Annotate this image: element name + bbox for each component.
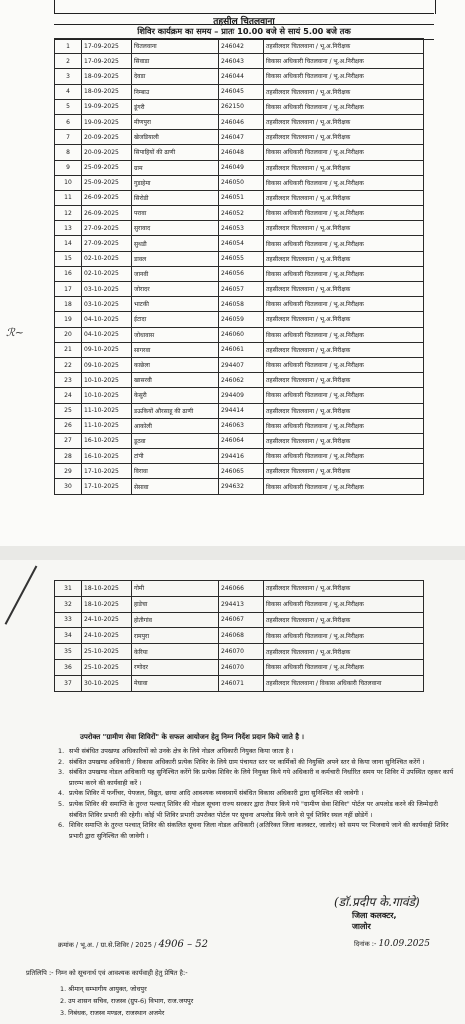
serial-cell: 17 bbox=[55, 282, 82, 297]
village-cell: खासरवी bbox=[132, 373, 219, 388]
code-cell: 294632 bbox=[219, 479, 264, 494]
instruction-item bbox=[58, 788, 454, 799]
village-cell: रणोदर bbox=[132, 659, 219, 675]
code-cell: 294416 bbox=[219, 449, 264, 464]
village-cell: डावल bbox=[132, 251, 219, 266]
instruction-text: प्रत्येक शिविर की समाप्ति के तुरन्त पश्चात् शिविर की नोडल सूचना राज्य सरकार द्वारा तैयार किये गये "ग्रामीण सेवा शिविर" पोर्टल पर अपलोड करने की जिम्मेदारी संबंधित शिविर प्रभारी की रहेगी। कोई भी शिविर प्रभारी उपरोक्त पोर्टल पर सूचना अपलोड किये जाने से पूर्व शिविर स्थल नहीं छोडेगें । bbox=[69, 799, 438, 819]
village-cell: सागरवा bbox=[132, 342, 219, 357]
table-row bbox=[55, 596, 424, 612]
serial-cell: 16 bbox=[55, 266, 82, 281]
date-cell: 18-09-2025 bbox=[82, 84, 132, 99]
officer-cell: तहसीलदार चितलवाना / भू.अ.निरीक्षक bbox=[264, 433, 424, 448]
officer-cell: तहसीलदार चितलवाना / भू.अ.निरीक्षक bbox=[264, 312, 424, 327]
serial-cell: 19 bbox=[55, 312, 82, 327]
code-cell: 246063 bbox=[219, 418, 264, 433]
instruction-number: 2. bbox=[58, 757, 65, 766]
serial-cell: 29 bbox=[55, 464, 82, 479]
date-cell: 24-10-2025 bbox=[82, 628, 132, 644]
code-cell: 246059 bbox=[219, 312, 264, 327]
table-row bbox=[55, 266, 424, 281]
date-cell: 18-10-2025 bbox=[82, 596, 132, 612]
date-cell: 25-10-2025 bbox=[82, 644, 132, 660]
table-row bbox=[55, 628, 424, 644]
code-cell: 246057 bbox=[219, 282, 264, 297]
table-row bbox=[55, 327, 424, 342]
instruction-text: संबंधित उपखण्ड अधिकारी / विकास अधिकारी प्रत्येक शिविर के लिये ग्राम पंचायत स्तर पर कार्मिकों की नियुक्ति अपने स्तर से किया जाना सुनिश्चित करेंगें । bbox=[69, 757, 425, 766]
officer-cell: तहसीलदार चितलवाना / भू.अ.निरीक्षक bbox=[264, 403, 424, 418]
officer-cell: तहसीलदार चितलवाना / भू.अ.निरीक्षक bbox=[264, 114, 424, 129]
date-cell: 25-10-2025 bbox=[82, 659, 132, 675]
camp-table-part2 bbox=[54, 580, 424, 692]
table-row bbox=[55, 479, 424, 494]
code-cell: 294413 bbox=[219, 596, 264, 612]
village-cell: ईटादा bbox=[132, 312, 219, 327]
table-row bbox=[55, 297, 424, 312]
table-row bbox=[55, 221, 424, 236]
code-cell: 246058 bbox=[219, 297, 264, 312]
instruction-number: 1. bbox=[58, 747, 65, 755]
table-row bbox=[55, 236, 424, 251]
date-cell: 27-09-2025 bbox=[82, 221, 132, 236]
code-cell: 246062 bbox=[219, 373, 264, 388]
table-row bbox=[55, 612, 424, 628]
instruction-item bbox=[58, 757, 454, 768]
serial-cell: 14 bbox=[55, 236, 82, 251]
code-cell: 246056 bbox=[219, 266, 264, 281]
officer-cell: विकास अधिकारी चितलवाना / भू.अ.निरीक्षक bbox=[264, 175, 424, 190]
reference-date: दिनांक :- 10.09.2025 bbox=[354, 939, 430, 949]
officer-cell: विकास अधिकारी चितलवाना / भू.अ.निरीक्षक bbox=[264, 357, 424, 372]
officer-cell: तहसीलदार चितलवाना / भू.अ.निरीक्षक bbox=[264, 39, 424, 54]
officer-cell: विकास अधिकारी चितलवाना / भू.अ.निरीक्षक bbox=[264, 596, 424, 612]
table-row bbox=[55, 659, 424, 675]
officer-cell: विकास अधिकारी चितलवाना / भू.अ.निरीक्षक bbox=[264, 236, 424, 251]
reference-line bbox=[58, 939, 458, 950]
serial-cell: 37 bbox=[55, 675, 82, 691]
instructions-title: उपरोक्त "ग्रामीण सेवा शिविरों" के सफल आयोजन हेतु निम्न निर्देश प्रदान किये जाते है । bbox=[80, 733, 305, 741]
serial-cell: 36 bbox=[55, 659, 82, 675]
code-cell: 246045 bbox=[219, 84, 264, 99]
table-row bbox=[55, 675, 424, 691]
serial-cell: 15 bbox=[55, 251, 82, 266]
village-cell: मेघावा bbox=[132, 675, 219, 691]
code-cell: 246066 bbox=[219, 581, 264, 597]
date-cell: 04-10-2025 bbox=[82, 312, 132, 327]
officer-cell: विकास अधिकारी चितलवाना / भू.अ.निरीक्षक bbox=[264, 266, 424, 281]
officer-cell: विकास अधिकारी चितलवाना / भू.अ.निरीक्षक bbox=[264, 388, 424, 403]
table-row bbox=[55, 373, 424, 388]
date-cell: 19-09-2025 bbox=[82, 114, 132, 129]
serial-cell: 11 bbox=[55, 190, 82, 205]
serial-cell: 26 bbox=[55, 418, 82, 433]
village-cell: निम्बाउ bbox=[132, 84, 219, 99]
village-cell: सेसावा bbox=[132, 479, 219, 494]
instruction-number: 6. bbox=[58, 821, 65, 830]
village-cell: आकोली bbox=[132, 418, 219, 433]
serial-cell: 7 bbox=[55, 130, 82, 145]
serial-cell: 1 bbox=[55, 39, 82, 54]
village-cell: काछेला bbox=[132, 357, 219, 372]
officer-cell: विकास अधिकारी चितलवाना / भू.अ.निरीक्षक bbox=[264, 297, 424, 312]
table-row bbox=[55, 644, 424, 660]
village-cell: होतीगांव bbox=[132, 612, 219, 628]
date-cell: 09-10-2025 bbox=[82, 357, 132, 372]
table-row bbox=[55, 433, 424, 448]
village-cell: सिवाडा bbox=[132, 54, 219, 69]
code-cell: 246043 bbox=[219, 54, 264, 69]
officer-cell: विकास अधिकारी चितलवाना / भू.अ.निरीक्षक bbox=[264, 659, 424, 675]
village-cell: देवडा bbox=[132, 69, 219, 84]
officer-cell: तहसीलदार चितलवाना / भू.अ.निरीक्षक bbox=[264, 190, 424, 205]
table-row bbox=[55, 69, 424, 84]
code-cell: 246055 bbox=[219, 251, 264, 266]
date-cell: 18-10-2025 bbox=[82, 581, 132, 597]
village-cell: हाडेचा bbox=[132, 596, 219, 612]
date-cell: 17-10-2025 bbox=[82, 479, 132, 494]
instruction-item bbox=[58, 767, 454, 788]
table-row bbox=[55, 312, 424, 327]
table-row bbox=[55, 99, 424, 114]
instruction-item bbox=[58, 746, 454, 757]
code-cell: 294414 bbox=[219, 403, 264, 418]
serial-cell: 23 bbox=[55, 373, 82, 388]
officer-cell: तहसीलदार चितलवाना / भू.अ.निरीक्षक bbox=[264, 160, 424, 175]
date-cell: 02-10-2025 bbox=[82, 251, 132, 266]
table-row bbox=[55, 403, 424, 418]
serial-cell: 25 bbox=[55, 403, 82, 418]
village-cell: मीणपुरा bbox=[132, 114, 219, 129]
instruction-item bbox=[58, 799, 454, 820]
date-cell: 09-10-2025 bbox=[82, 342, 132, 357]
serial-cell: 28 bbox=[55, 449, 82, 464]
serial-cell: 31 bbox=[55, 581, 82, 597]
officer-cell: तहसीलदार चितलवाना / भू.अ.निरीक्षक bbox=[264, 342, 424, 357]
code-cell: 246042 bbox=[219, 39, 264, 54]
date-cell: 30-10-2025 bbox=[82, 675, 132, 691]
officer-cell: विकास अधिकारी चितलवाना / भू.अ.निरीक्षक bbox=[264, 54, 424, 69]
village-cell: जानवी bbox=[132, 266, 219, 281]
village-cell: डऊकियों औरसाहू की ढाणी bbox=[132, 403, 219, 418]
code-cell: 294409 bbox=[219, 388, 264, 403]
table-row bbox=[55, 282, 424, 297]
table-row bbox=[55, 145, 424, 160]
officer-cell: तहसीलदार चितलवाना / भू.अ.निरीक्षक bbox=[264, 130, 424, 145]
serial-cell: 34 bbox=[55, 628, 82, 644]
code-cell: 262150 bbox=[219, 99, 264, 114]
code-cell: 246060 bbox=[219, 327, 264, 342]
officer-cell: तहसीलदार चितलवाना / भू.अ.निरीक्षक bbox=[264, 251, 424, 266]
copy-to-title: प्रतिलिपि :- निम्न को सूचनार्थ एवं आवश्यक कार्यवाही हेतु प्रेषित है:- bbox=[26, 969, 188, 977]
reference-number: 4906 – 52 bbox=[158, 939, 208, 950]
serial-cell: 18 bbox=[55, 297, 82, 312]
serial-cell: 32 bbox=[55, 596, 82, 612]
copy-to-list bbox=[60, 983, 193, 1019]
village-cell: डूठवा bbox=[132, 433, 219, 448]
instruction-number: 5. bbox=[58, 799, 65, 808]
code-cell: 246053 bbox=[219, 221, 264, 236]
officer-cell: विकास अधिकारी चितलवाना / भू.अ.निरीक्षक bbox=[264, 145, 424, 160]
serial-cell: 30 bbox=[55, 479, 82, 494]
officer-cell: तहसीलदार चितलवाना / भू.अ.निरीक्षक bbox=[264, 373, 424, 388]
code-cell: 246064 bbox=[219, 433, 264, 448]
village-cell: परावा bbox=[132, 206, 219, 221]
table-row bbox=[55, 84, 424, 99]
officer-cell: तहसीलदार चितलवाना / भू.अ.निरीक्षक bbox=[264, 644, 424, 660]
village-cell: जोरादर bbox=[132, 282, 219, 297]
village-cell: डूंगरी bbox=[132, 99, 219, 114]
village-cell: सुथडी bbox=[132, 236, 219, 251]
date-cell: 10-10-2025 bbox=[82, 388, 132, 403]
table-row bbox=[55, 388, 424, 403]
date-cell: 19-09-2025 bbox=[82, 99, 132, 114]
serial-cell: 35 bbox=[55, 644, 82, 660]
date-cell: 27-09-2025 bbox=[82, 236, 132, 251]
serial-cell: 4 bbox=[55, 84, 82, 99]
date-cell: 04-10-2025 bbox=[82, 327, 132, 342]
table-row bbox=[55, 251, 424, 266]
instruction-text: प्रत्येक शिविर में फर्नीचर, पेयजल, विद्युत, छाया आदि आवश्यक व्यवस्थायें संबंधित विकास अधिकारी द्वारा सुनिश्चित की जावेगी । bbox=[69, 789, 364, 798]
copy-to-item: 3. निबंधक, राजस्व मण्डल, राजस्थान अजमेर bbox=[60, 1009, 165, 1017]
serial-cell: 5 bbox=[55, 99, 82, 114]
serial-cell: 3 bbox=[55, 69, 82, 84]
village-cell: चितलवाना bbox=[132, 39, 219, 54]
village-cell: ग्राम bbox=[132, 160, 219, 175]
village-cell: सिपाहियों की ढाणी bbox=[132, 145, 219, 160]
instruction-text: शिविर समाप्ति के तुरन्त पश्चात् शिविर की संकलित सूचना जिला नोडल अधिकारी (अतिरिक्त जिला कलक्टर, जालोर) को समय पर भिजवाये जाने की कार्यवाही शिविर प्रभारी द्वारा सुनिश्चित की जावेगी । bbox=[69, 821, 449, 840]
officer-cell: तहसीलदार चितलवाना / विकास अधिकारी चितलवाना bbox=[264, 675, 424, 691]
code-cell: 246046 bbox=[219, 114, 264, 129]
date-cell: 20-09-2025 bbox=[82, 145, 132, 160]
serial-cell: 22 bbox=[55, 357, 82, 372]
code-cell: 246067 bbox=[219, 612, 264, 628]
code-cell: 246044 bbox=[219, 69, 264, 84]
date-cell: 10-10-2025 bbox=[82, 373, 132, 388]
officer-cell: तहसीलदार चितलवाना / भू.अ.निरीक्षक bbox=[264, 464, 424, 479]
instruction-item bbox=[58, 820, 454, 841]
serial-cell: 20 bbox=[55, 327, 82, 342]
table-row bbox=[55, 418, 424, 433]
code-cell: 246070 bbox=[219, 644, 264, 660]
margin-initials-mark: ℛ~ bbox=[6, 326, 24, 339]
officer-cell: विकास अधिकारी चितलवाना / भू.अ.निरीक्षक bbox=[264, 99, 424, 114]
collector-signature: (डॉ.प्रदीप के.गावंडे) bbox=[334, 895, 420, 909]
date-cell: 11-10-2025 bbox=[82, 418, 132, 433]
code-cell: 246047 bbox=[219, 130, 264, 145]
village-cell: भाटकी bbox=[132, 297, 219, 312]
village-cell: खेजडियाली bbox=[132, 130, 219, 145]
date-cell: 20-09-2025 bbox=[82, 130, 132, 145]
date-cell: 26-09-2025 bbox=[82, 190, 132, 205]
officer-cell: तहसीलदार चितलवाना / भू.अ.निरीक्षक bbox=[264, 612, 424, 628]
code-cell: 246068 bbox=[219, 628, 264, 644]
copy-to-item: 1. श्रीमान् सम्भागीय आयुक्त, जोधपुर bbox=[60, 985, 147, 993]
table-row bbox=[55, 357, 424, 372]
reference-label: क्रमांक / भू.अ. / ग्रा.से.शिविर / 2025 / bbox=[58, 941, 157, 949]
instruction-text: सभी संबंधित उपखण्ड अधिकारियों को उनके क्षेत्र के लिये नोडल अधिकारी नियुक्त किया जाता है । bbox=[69, 747, 294, 755]
date-cell: 03-10-2025 bbox=[82, 282, 132, 297]
date-cell: 25-09-2025 bbox=[82, 160, 132, 175]
date-cell: 17-09-2025 bbox=[82, 54, 132, 69]
table-row bbox=[55, 39, 424, 54]
officer-cell: विकास अधिकारी चितलवाना / भू.अ.निरीक्षक bbox=[264, 479, 424, 494]
serial-cell: 10 bbox=[55, 175, 82, 190]
officer-cell: तहसीलदार चितलवाना / भू.अ.निरीक्षक bbox=[264, 581, 424, 597]
copy-to-item: 2. उप शासन सचिव, राजस्व (ग्रुप-6) विभाग, राज.जयपुर bbox=[60, 997, 194, 1005]
date-cell: 16-10-2025 bbox=[82, 449, 132, 464]
margin-pen-stroke bbox=[6, 566, 34, 626]
instruction-text: संबंधित उपखण्ड नोडल अधिकारी यह सुनिश्चित करेंगे कि प्रत्येक शिविर के लिये नियुक्त किये गये अधिकारी व कर्मचारी निर्धारित समय पर शिविर में उपस्थित रहकर कार्य प्रारम्भ करने की कार्यवाही करें । bbox=[69, 768, 454, 787]
table-row bbox=[55, 130, 424, 145]
serial-cell: 24 bbox=[55, 388, 82, 403]
date-cell: 11-10-2025 bbox=[82, 403, 132, 418]
code-cell: 246050 bbox=[219, 175, 264, 190]
village-cell: जोधावास bbox=[132, 327, 219, 342]
serial-cell: 2 bbox=[55, 54, 82, 69]
code-cell: 246054 bbox=[219, 236, 264, 251]
page-separator bbox=[0, 546, 465, 560]
officer-cell: विकास अधिकारी चितलवाना / भू.अ.निरीक्षक bbox=[264, 206, 424, 221]
officer-cell: विकास अधिकारी चितलवाना / भू.अ.निरीक्षक bbox=[264, 418, 424, 433]
officer-cell: विकास अधिकारी चितलवाना / भू.अ.निरीक्षक bbox=[264, 69, 424, 84]
code-cell: 246048 bbox=[219, 145, 264, 160]
table-row bbox=[55, 342, 424, 357]
office-title: तहसील चितलवाना bbox=[54, 13, 434, 27]
officer-cell: तहसीलदार चितलवाना / भू.अ.निरीक्षक bbox=[264, 221, 424, 236]
date-cell: 17-10-2025 bbox=[82, 464, 132, 479]
code-cell: 246052 bbox=[219, 206, 264, 221]
village-cell: केसुरी bbox=[132, 388, 219, 403]
officer-cell: विकास अधिकारी चितलवाना / भू.अ.निरीक्षक bbox=[264, 449, 424, 464]
officer-cell: विकास अधिकारी चितलवाना / भू.अ.निरीक्षक bbox=[264, 327, 424, 342]
date-cell: 02-10-2025 bbox=[82, 266, 132, 281]
village-cell: केरिया bbox=[132, 644, 219, 660]
serial-cell: 6 bbox=[55, 114, 82, 129]
serial-cell: 12 bbox=[55, 206, 82, 221]
village-cell: टांपी bbox=[132, 449, 219, 464]
date-cell: 24-10-2025 bbox=[82, 612, 132, 628]
code-cell: 246065 bbox=[219, 464, 264, 479]
village-cell: गुडाहेमा bbox=[132, 175, 219, 190]
table-row bbox=[55, 206, 424, 221]
code-cell: 246071 bbox=[219, 675, 264, 691]
code-cell: 246049 bbox=[219, 160, 264, 175]
table-row bbox=[55, 160, 424, 175]
serial-cell: 13 bbox=[55, 221, 82, 236]
instruction-number: 4. bbox=[58, 789, 65, 798]
serial-cell: 8 bbox=[55, 145, 82, 160]
date-cell: 03-10-2025 bbox=[82, 297, 132, 312]
table-row bbox=[55, 581, 424, 597]
date-cell: 25-09-2025 bbox=[82, 175, 132, 190]
code-cell: 246051 bbox=[219, 190, 264, 205]
officer-cell: तहसीलदार चितलवाना / भू.अ.निरीक्षक bbox=[264, 84, 424, 99]
instruction-number: 3. bbox=[58, 768, 65, 777]
table-row bbox=[55, 54, 424, 69]
village-cell: सुरावाद bbox=[132, 221, 219, 236]
table-row bbox=[55, 114, 424, 129]
code-cell: 246061 bbox=[219, 342, 264, 357]
village-cell: सिरोडी bbox=[132, 190, 219, 205]
camp-table-part1 bbox=[54, 38, 424, 495]
village-cell: विरावा bbox=[132, 464, 219, 479]
date-cell: 26-09-2025 bbox=[82, 206, 132, 221]
code-cell: 246070 bbox=[219, 659, 264, 675]
table-row bbox=[55, 175, 424, 190]
instructions-list bbox=[58, 746, 454, 841]
officer-cell: तहसीलदार चितलवाना / भू.अ.निरीक्षक bbox=[264, 282, 424, 297]
serial-cell: 21 bbox=[55, 342, 82, 357]
serial-cell: 33 bbox=[55, 612, 82, 628]
serial-cell: 27 bbox=[55, 433, 82, 448]
serial-cell: 9 bbox=[55, 160, 82, 175]
village-cell: रामपुरा bbox=[132, 628, 219, 644]
table-row bbox=[55, 449, 424, 464]
table-row bbox=[55, 464, 424, 479]
code-cell: 294407 bbox=[219, 357, 264, 372]
date-cell: 16-10-2025 bbox=[82, 433, 132, 448]
date-cell: 18-09-2025 bbox=[82, 69, 132, 84]
schedule-time: शिविर कार्यक्रम का समय – प्रातः 10.00 बजे से सायं 5.00 बजे तक bbox=[54, 24, 434, 40]
village-cell: गोमी bbox=[132, 581, 219, 597]
collector-designation: जिला कलक्टर, जालोर bbox=[352, 911, 397, 931]
date-cell: 17-09-2025 bbox=[82, 39, 132, 54]
officer-cell: विकास अधिकारी चितलवाना / भू.अ.निरीक्षक bbox=[264, 628, 424, 644]
table-row bbox=[55, 190, 424, 205]
